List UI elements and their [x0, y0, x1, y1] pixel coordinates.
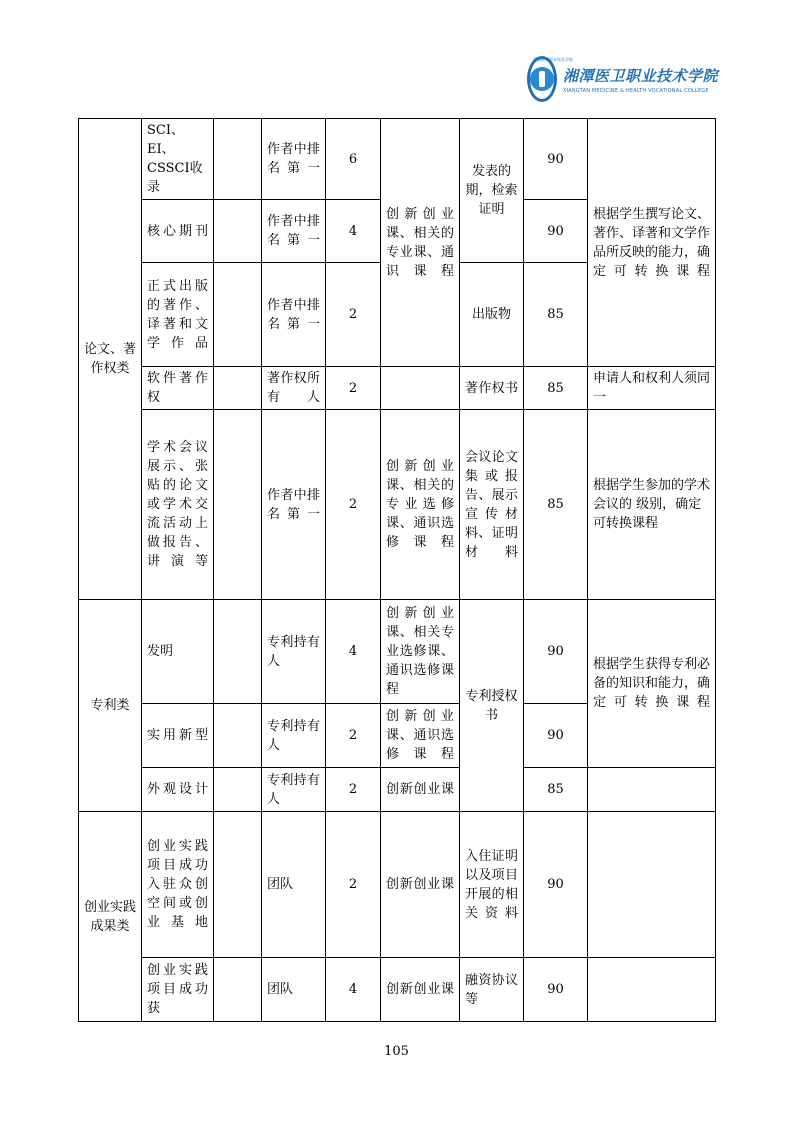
- category-patents: 专利类: [79, 600, 142, 812]
- rank-cell: 团队: [262, 812, 326, 958]
- credits-cell: 4: [326, 200, 381, 263]
- score-cell: 85: [524, 410, 588, 600]
- page-number: 105: [384, 1044, 409, 1059]
- score-cell: 85: [524, 367, 588, 410]
- item-cell: 正式出版的著作、译著和文学作品: [142, 263, 214, 367]
- item-cell: 外观设计: [142, 768, 214, 812]
- course-cell: 创新创业课、相关专业选修课、通识选修课程: [381, 600, 460, 704]
- empty-course-cell: [381, 367, 460, 410]
- table-row: [79, 410, 716, 600]
- course-cell: 创新创业课: [381, 958, 460, 1022]
- credits-cell: 6: [326, 119, 381, 200]
- course-cell: 创新创业课: [381, 812, 460, 958]
- material-cell: 发表的期，检索证明: [460, 119, 524, 263]
- item-cell: 核心期刊: [142, 200, 214, 263]
- credits-cell: 2: [326, 410, 381, 600]
- empty-cell: [214, 958, 262, 1022]
- category-startups: 创业实践成果类: [79, 812, 142, 1022]
- empty-cell: [214, 410, 262, 600]
- logo-text: [563, 65, 718, 94]
- score-cell: 90: [524, 812, 588, 958]
- empty-cell: [214, 768, 262, 812]
- table-row: [79, 812, 716, 958]
- category-papers: 论文、著作权类: [79, 119, 142, 600]
- rank-cell: 专利持有人: [262, 704, 326, 768]
- score-cell: 90: [524, 704, 588, 768]
- score-cell: 85: [524, 768, 588, 812]
- logo-emblem-icon: [530, 67, 554, 91]
- rank-cell: 专利持有人: [262, 768, 326, 812]
- credit-conversion-table: [78, 118, 716, 1022]
- empty-cell: [214, 119, 262, 200]
- credits-cell: 2: [326, 768, 381, 812]
- table-row: [79, 600, 716, 704]
- empty-cell: [214, 367, 262, 410]
- rank-cell: 专利持有人: [262, 600, 326, 704]
- rank-cell: 作者中排名第一: [262, 410, 326, 600]
- material-cell: 著作权书: [460, 367, 524, 410]
- logo-seal-icon: [527, 56, 573, 102]
- credits-cell: 2: [326, 704, 381, 768]
- credits-cell: 4: [326, 600, 381, 704]
- empty-note-cell: [588, 768, 716, 812]
- material-cell: 专利授权书: [460, 600, 524, 812]
- empty-cell: [214, 812, 262, 958]
- table-row: [79, 367, 716, 410]
- item-cell: SCI、EI、CSSCI收录: [142, 119, 214, 200]
- score-cell: 85: [524, 263, 588, 367]
- score-cell: 90: [524, 119, 588, 200]
- table-row: [79, 958, 716, 1022]
- material-cell: 入住证明以及项目开展的相关资料: [460, 812, 524, 958]
- item-cell: 实用新型: [142, 704, 214, 768]
- rank-cell: 作者中排名第一: [262, 263, 326, 367]
- note-cell: 根据学生参加的学术会议的 级别，确定可转换课程: [588, 410, 716, 600]
- credits-cell: 4: [326, 958, 381, 1022]
- score-cell: 90: [524, 200, 588, 263]
- empty-cell: [214, 704, 262, 768]
- score-cell: 90: [524, 958, 588, 1022]
- item-cell: 发明: [142, 600, 214, 704]
- rank-cell: 作者中排名第一: [262, 200, 326, 263]
- empty-cell: [214, 600, 262, 704]
- school-name-cn: 湘潭医卫职业技术学院: [563, 66, 719, 85]
- rank-cell: 作者中排名第一: [262, 119, 326, 200]
- score-cell: 90: [524, 600, 588, 704]
- college-logo: [527, 52, 717, 106]
- item-cell: 学术会议展示、张贴的论文或学术交流活动上做报告、讲演等: [142, 410, 214, 600]
- empty-note-cell: [588, 812, 716, 958]
- course-cell: 创新创业课、相关的专业课、通识课程: [381, 119, 460, 367]
- table-row: [79, 119, 716, 200]
- rank-cell: 著作权所有人: [262, 367, 326, 410]
- empty-cell: [214, 200, 262, 263]
- note-cell: 根据学生撰写论文、著作、译著和文学作品所反映的能力，确定可转换课程: [588, 119, 716, 367]
- material-cell: 会议论文集或报告、展示宣传材料、证明材料: [460, 410, 524, 600]
- empty-cell: [214, 263, 262, 367]
- credits-cell: 2: [326, 367, 381, 410]
- course-cell: 创新创业课、通识选修课程: [381, 704, 460, 768]
- rank-cell: 团队: [262, 958, 326, 1022]
- note-cell: 申请人和权利人须同一: [588, 367, 716, 410]
- empty-note-cell: [588, 958, 716, 1022]
- material-cell: 出版物: [460, 263, 524, 367]
- item-cell: 创业实践项目成功入驻众创空间或创业基地: [142, 812, 214, 958]
- table-row: [79, 768, 716, 812]
- logo-seal-text: 湘潭医卫职业技术学院: [533, 57, 573, 62]
- course-cell: 创新创业课: [381, 768, 460, 812]
- item-cell: 软件著作权: [142, 367, 214, 410]
- course-cell: 创新创业课、相关的专业选修课、通识选修课程: [381, 410, 460, 600]
- note-cell: 根据学生获得专利必备的知识和能力，确定可转换课程: [588, 600, 716, 768]
- credits-cell: 2: [326, 263, 381, 367]
- item-cell: 创业实践项目成功获: [142, 958, 214, 1022]
- credits-cell: 2: [326, 812, 381, 958]
- school-name-en: XIANGTAN MEDICINE & HEALTH VOCATIONAL COLLEGE: [563, 87, 709, 94]
- material-cell: 融资协议等: [460, 958, 524, 1022]
